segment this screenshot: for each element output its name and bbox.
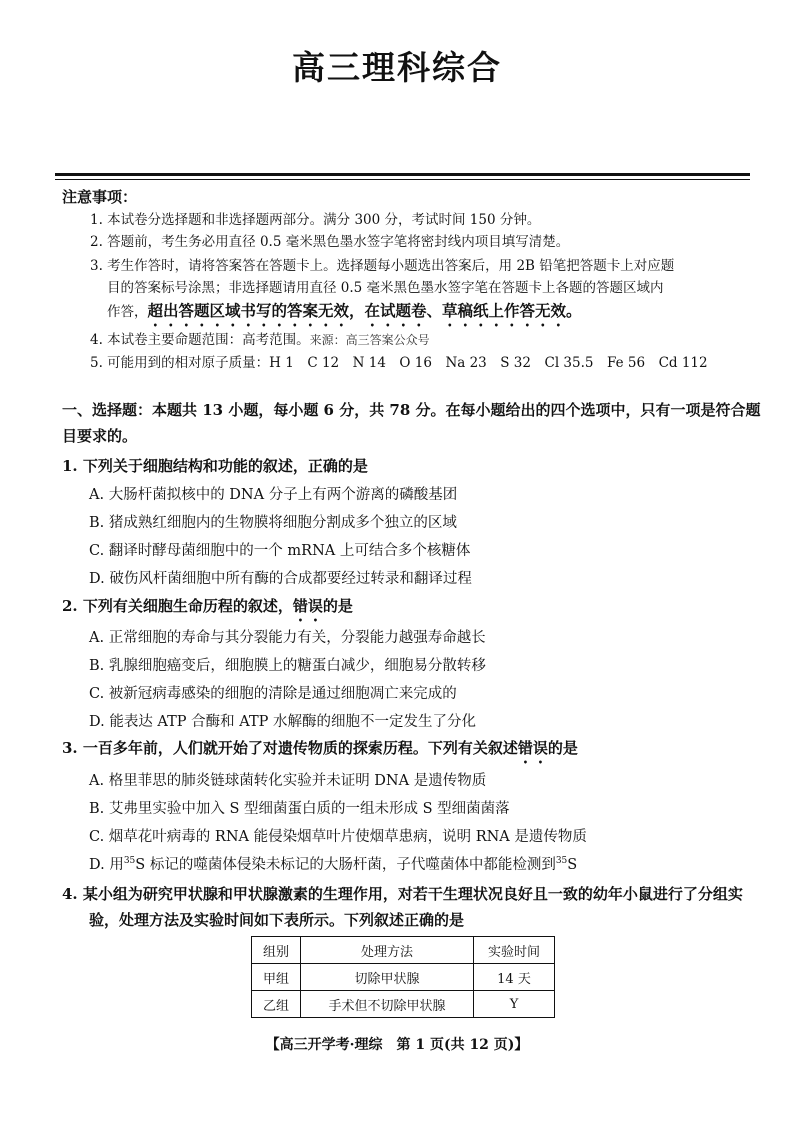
question-1-option-a: A. 大肠杆菌拟核中的 DNA 分子上有两个游离的磷酸基团 xyxy=(89,487,458,503)
question-1-option-c: C. 翻译时酵母菌细胞中的一个 mRNA 上可结合多个核糖体 xyxy=(89,543,471,559)
question-3-option-d-post: S xyxy=(567,857,578,873)
question-3-option-d-mid: S 标记的噬菌体侵染未标记的大肠杆菌，子代噬菌体中都能检测到 xyxy=(135,857,556,873)
notice-item-5: 5. 可能用到的相对原子质量：H 1 C 12 N 14 O 16 Na 23 S 32 Cl 35.5 Fe 56 Cd 112 xyxy=(90,355,708,371)
question-2-option-c: C. 被新冠病毒感染的细胞的清除是通过细胞凋亡来完成的 xyxy=(89,686,457,702)
question-3-stem-emphasis: 错误 xyxy=(517,739,548,757)
notice-item-3-cont: 目的答案标号涂黑；非选择题请用直径 0.5 毫米黑色墨水签字笔在答题卡上各题的答题区域内 xyxy=(107,280,664,296)
question-3-stem-pre: 3. 一百多年前，人们就开始了对遗传物质的探索历程。下列有关叙述 xyxy=(62,739,518,757)
isotope-superscript-2: 35 xyxy=(555,856,568,867)
table-cell: 手术但不切除甲状腺 xyxy=(301,991,474,1018)
table-header-method: 处理方法 xyxy=(301,937,474,964)
page-footer: 【高三开学考·理综 第 1 页(共 12 页)】 xyxy=(265,1037,529,1053)
table-header-time: 实验时间 xyxy=(474,937,555,964)
table-cell: 乙组 xyxy=(252,991,301,1018)
section-heading: 一、选择题：本题共 13 小题，每小题 6 分，共 78 分。在每小题给出的四个选项中，只有一项是符合题目要求的。 xyxy=(62,401,761,445)
table-header-row xyxy=(252,937,555,964)
question-3-stem xyxy=(62,737,578,767)
header-rule-thick xyxy=(55,173,750,176)
table-cell: 甲组 xyxy=(252,964,301,991)
notice-item-3-end-text: 作答， xyxy=(107,304,148,320)
notice-item-1: 1. 本试卷分选择题和非选择题两部分。满分 300 分，考试时间 150 分钟。 xyxy=(90,212,541,228)
experiment-table xyxy=(251,936,555,1018)
question-3-option-b: B. 艾弗里实验中加入 S 型细菌蛋白质的一组未形成 S 型细菌菌落 xyxy=(89,801,510,817)
table-cell: 14 天 xyxy=(474,964,555,991)
question-4-stem-line-2: 验，处理方法及实验时间如下表所示。下列叙述正确的是 xyxy=(89,911,465,929)
question-3-option-d-pre: D. 用 xyxy=(89,857,124,873)
notice-item-3: 3. 考生作答时，请将答案答在答题卡上。选择题每小题选出答案后，用 2B 铅笔把答题卡上对应题 xyxy=(90,258,675,274)
table-cell: Y xyxy=(474,991,555,1018)
notice-item-4-text: 4. 本试卷主要命题范围：高考范围。 xyxy=(90,332,310,348)
question-2-option-a: A. 正常细胞的寿命与其分裂能力有关，分裂能力越强寿命越长 xyxy=(89,630,486,646)
question-3-option-a: A. 格里菲思的肺炎链球菌转化实验并未证明 DNA 是遗传物质 xyxy=(89,773,487,789)
table-row xyxy=(252,964,555,991)
isotope-superscript: 35 xyxy=(123,856,136,867)
question-2-stem-post: 的是 xyxy=(322,597,353,615)
question-1-stem: 1. 下列关于细胞结构和功能的叙述，正确的是 xyxy=(62,457,368,475)
table-cell: 切除甲状腺 xyxy=(301,964,474,991)
table-header-group: 组别 xyxy=(252,937,301,964)
notice-heading: 注意事项： xyxy=(62,188,138,206)
question-3-option-c: C. 烟草花叶病毒的 RNA 能侵染烟草叶片使烟草患病，说明 RNA 是遗传物质 xyxy=(89,829,587,845)
question-1-option-d: D. 破伤风杆菌细胞中所有酶的合成都要经过转录和翻译过程 xyxy=(89,571,472,587)
notice-item-3-end xyxy=(107,300,772,330)
exam-title: 高三理科综合 xyxy=(292,48,502,87)
question-2-option-d: D. 能表达 ATP 合酶和 ATP 水解酶的细胞不一定发生了分化 xyxy=(89,714,476,730)
source-note: 来源：高三答案公众号 xyxy=(309,333,430,347)
notice-item-2: 2. 答题前，考生务必用直径 0.5 毫米黑色墨水签字笔将密封线内项目填写清楚。 xyxy=(90,234,570,250)
header-rule-thin xyxy=(55,179,750,180)
question-4-stem-line-1: 4. 某小组为研究甲状腺和甲状腺激素的生理作用，对若干生理状况良好且一致的幼年小鼠进行了分组实 xyxy=(62,885,743,903)
question-2-option-b: B. 乳腺细胞癌变后，细胞膜上的糖蛋白减少，细胞易分散转移 xyxy=(89,658,486,674)
question-2-stem-emphasis: 错误 xyxy=(292,597,323,615)
question-1-option-b: B. 猪成熟红细胞内的生物膜将细胞分割成多个独立的区域 xyxy=(89,515,457,531)
question-2-stem-pre: 2. 下列有关细胞生命历程的叙述， xyxy=(62,597,293,615)
notice-item-4 xyxy=(90,329,755,351)
question-2-stem xyxy=(62,595,353,625)
question-3-stem-post: 的是 xyxy=(547,739,578,757)
table-row xyxy=(252,991,555,1018)
notice-emphasis: 超出答题区域书写的答案无效，在试题卷、草稿纸上作答无效。 xyxy=(147,301,582,320)
question-3-option-d xyxy=(89,853,577,874)
